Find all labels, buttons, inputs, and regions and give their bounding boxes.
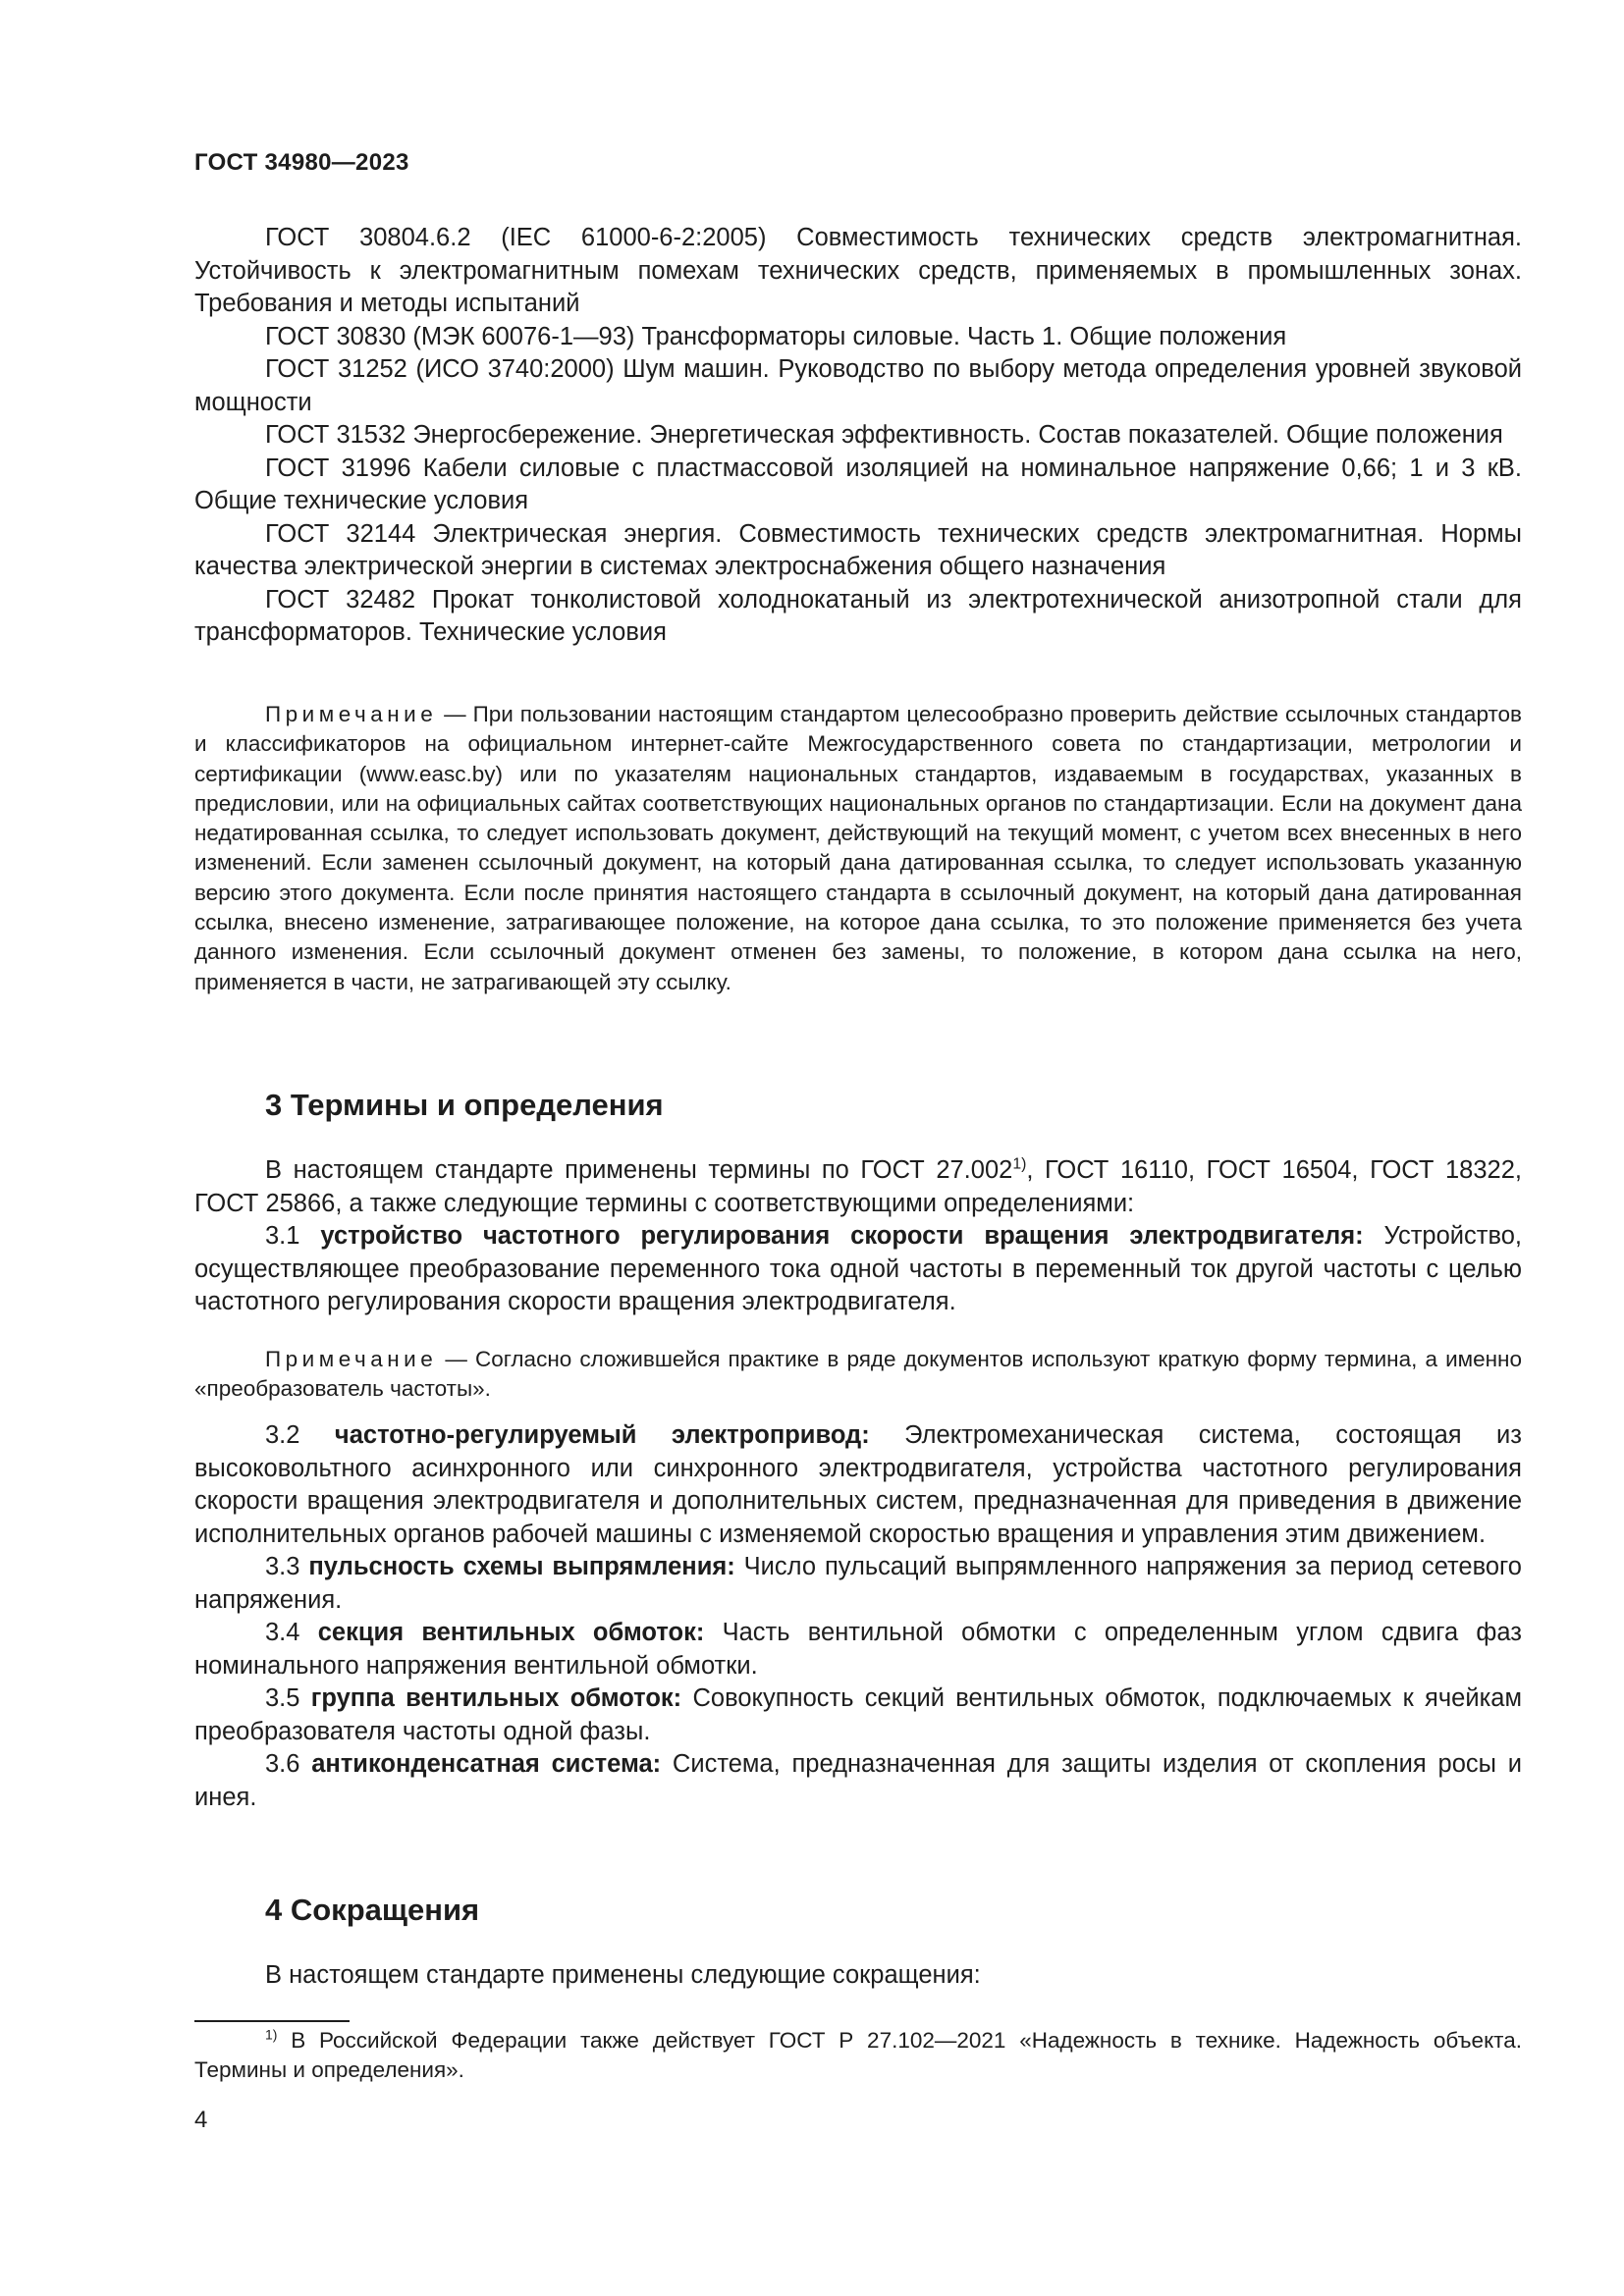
terms-block-2 (194, 1419, 1522, 1814)
page-number: 4 (194, 2107, 208, 2133)
reference-item: ГОСТ 32482 Прокат тонколистовой холоднокатаный из электротехнической анизотропной стали для трансформаторов. Технические условия (194, 585, 1522, 646)
reference-item: ГОСТ 31996 Кабели силовые с пластмассовой изоляцией на номинальное напряжение 0,66; 1 и 3 кВ. Общие технические условия (194, 454, 1522, 514)
term-name: пульсность схемы выпрямления: (308, 1553, 735, 1580)
reference-item: ГОСТ 31532 Энергосбережение. Энергетическая эффективность. Состав показателей. Общие положения (265, 421, 1503, 449)
reference-item: ГОСТ 31252 (ИСО 3740:2000) Шум машин. Руководство по выбору метода определения уровней звуковой мощности (194, 355, 1522, 416)
note-label: Примечание (265, 1347, 438, 1371)
note-text: — При пользовании настоящим стандартом целесообразно проверить действие ссылочных стандартов и классификаторов на официальном интернет-сайте Межгосударственного совета по стандартизации, метрологии и сертификации (www.easc.by) или по указателям национальных стандартов, издаваемым в государствах, указанных в предисловии, или на официальных сайтах соответствующих национальных органов по стандартизации. Если на документ дана недатированная ссылка, то следует использовать документ, действующий на текущий момент, с учетом всех внесенных в него изменений. Если заменен ссылочный документ, на который дана датированная ссылка, то следует использовать указанную версию этого документа. Если после принятия настоящего стандарта в ссылочный документ, на который дана датированная ссылка, внесено изменение, затрагивающее положение, на которое дана ссылка, то это положение применяется без учета данного изменения. Если ссылочный документ отменен без замены, то положение, в котором дана ссылка на него, применяется в части, не затрагивающей эту ссылку. (194, 702, 1522, 994)
term-definition: Электромеханическая система, состоящая из высоковольтного асинхронного или синхронного электродвигателя, устройства частотного регулирования скорости вращения электродвигателя и дополнительных систем, предназначенная для приведения в движение исполнительных органов рабочей машины с изменяемой скоростью вращения и управления этим движением. (194, 1421, 1522, 1548)
term-3-1-note (194, 1345, 1522, 1405)
term-definition: Совокупность секций вентильных обмоток, подключаемых к ячейкам преобразователя частоты одной фазы. (194, 1684, 1523, 1745)
term-name: устройство частотного регулирования скорости вращения электродвигателя: (320, 1222, 1364, 1250)
footnote-text: В Российской Федерации также действует ГОСТ Р 27.102—2021 «Надежность в технике. Надежность объекта. Термины и определения». (194, 2028, 1522, 2083)
section-3-title: 3 Термины и определения (265, 1088, 664, 1122)
document-code-header: ГОСТ 34980—2023 (194, 149, 409, 176)
reference-item: ГОСТ 30830 (МЭК 60076-1—93) Трансформаторы силовые. Часть 1. Общие положения (265, 322, 1287, 350)
section-4-title: 4 Сокращения (265, 1893, 480, 1927)
normative-references-list (194, 222, 1522, 650)
term-3-4: 3.4 секция вентильных обмоток: Часть вентильной обмотки с определенным углом сдвига фаз номинального напряжения вентильной обмотки. (194, 1619, 1522, 1680)
term-3-6: 3.6 антиконденсатная система: Система, предназначенная для защиты изделия от скопления росы и инея. (194, 1750, 1522, 1811)
terms-intro: В настоящем стандарте применены термины по ГОСТ 27.002$^{1)}$, ГОСТ 16110, ГОСТ 16504, ГОСТ 18322, ГОСТ 25866, а также следующие термины с соответствующими определениями: (194, 1155, 1522, 1217)
terms-block-1 (194, 1154, 1522, 1319)
term-3-1: 3.1 устройство частотного регулирования скорости вращения электродвигателя: Устройство, осуществляющее преобразование переменного тока одной частоты в переменный ток другой частоты с целью частотного регулирования скорости вращения электродвигателя. (194, 1222, 1522, 1315)
footnote-marker: 1) (265, 2026, 278, 2043)
term-3-5: 3.5 группа вентильных обмоток: Совокупность секций вентильных обмоток, подключаемых к ячейкам преобразователя частоты одной фазы. (194, 1684, 1523, 1745)
footnote-marker: 1) (1012, 1155, 1027, 1173)
term-name: группа вентильных обмоток: (310, 1684, 682, 1712)
footnote (194, 2026, 1522, 2086)
reference-item: ГОСТ 32144 Электрическая энергия. Совместимость технических средств электромагнитная. Нормы качества электрической энергии в системах электроснабжения общего назначения (194, 519, 1522, 580)
term-definition: Часть вентильной обмотки с определенным углом сдвига фаз номинального напряжения вентильной обмотки. (194, 1619, 1522, 1680)
references-note (194, 700, 1522, 997)
term-definition: Число пульсаций выпрямленного напряжения за период сетевого напряжения. (194, 1553, 1522, 1614)
term-3-3: 3.3 пульсность схемы выпрямления: Число пульсаций выпрямленного напряжения за период сетевого напряжения. (194, 1553, 1522, 1614)
note-label: Примечание (265, 702, 438, 726)
term-name: частотно-регулируемый электропривод: (334, 1421, 870, 1449)
abbreviations-intro: В настоящем стандарте применены следующие сокращения: (265, 1961, 981, 1989)
term-3-2: 3.2 частотно-регулируемый электропривод: Электромеханическая система, состоящая из высоковольтного асинхронного или синхронного электродвигателя, устройства частотного регулирования скорости вращения электродвигателя и дополнительных систем, предназначенная для приведения в движение исполнительных органов рабочей машины с изменяемой скоростью вращения и управления этим движением. (194, 1421, 1522, 1548)
term-definition: Система, предназначенная для защиты изделия от скопления росы и инея. (194, 1750, 1522, 1811)
term-name: секция вентильных обмоток: (317, 1619, 705, 1646)
note-text: — Согласно сложившейся практике в ряде документов используют краткую форму термина, а именно «преобразователь частоты». (194, 1347, 1522, 1402)
term-name: антиконденсатная система: (311, 1750, 662, 1778)
term-definition: Устройство, осуществляющее преобразование переменного тока одной частоты в переменный ток другой частоты с целью частотного регулирования скорости вращения электродвигателя. (194, 1222, 1522, 1315)
reference-item: ГОСТ 30804.6.2 (IEC 61000-6-2:2005) Совместимость технических средств электромагнитная. Устойчивость к электромагнитным помехам технических средств, применяемых в промышленных зонах. Требования и методы испытаний (194, 224, 1522, 317)
footnote-separator (194, 2020, 350, 2022)
